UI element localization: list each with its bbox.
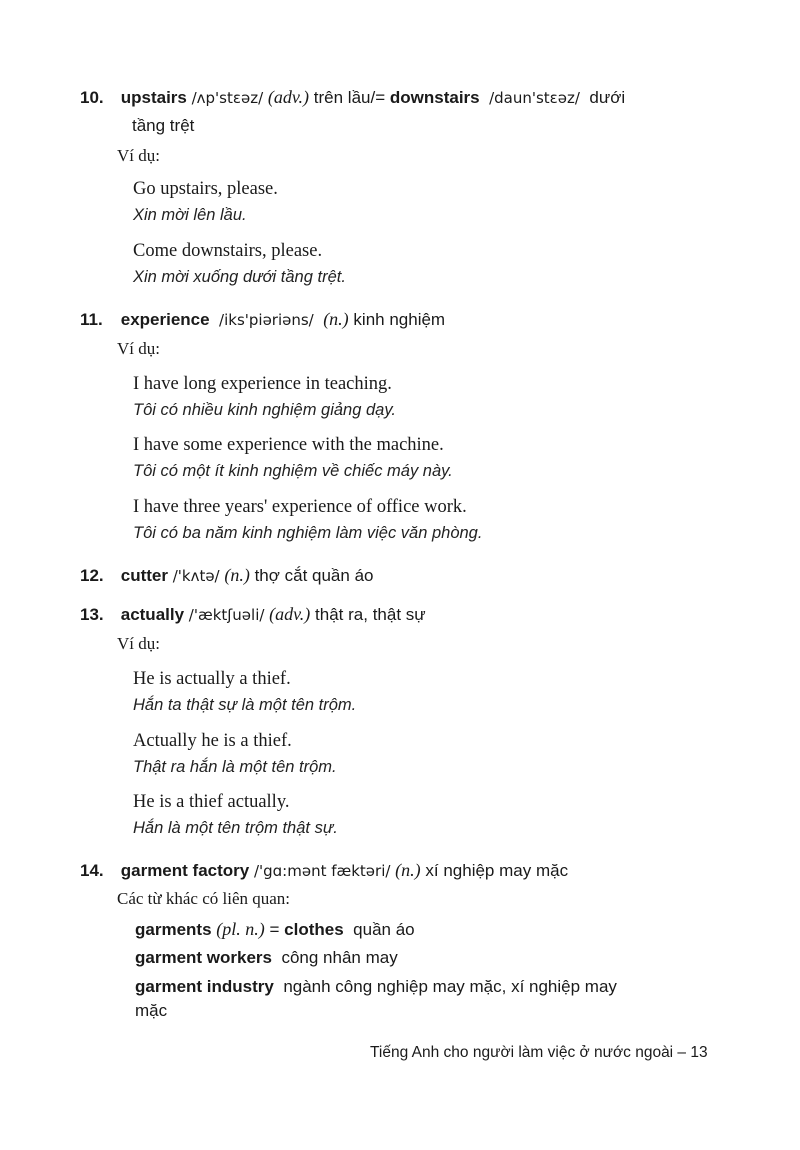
part-of-speech: (n.)	[395, 860, 421, 880]
page-footer: Tiếng Anh cho người làm việc ở nước ngoài – 13	[370, 1044, 708, 1061]
meaning: kinh nghiệm	[353, 310, 446, 329]
entry-11-head	[80, 305, 720, 334]
entry-number: 13.	[80, 605, 104, 624]
part-of-speech: (n.)	[224, 565, 250, 585]
related-term: garment industry	[135, 977, 274, 996]
entry-number: 11.	[80, 310, 103, 329]
headword: cutter	[120, 566, 168, 585]
meaning: thợ cắt quần áo	[254, 566, 374, 585]
example-vietnamese: Tôi có một ít kinh nghiệm về chiếc máy này.	[133, 462, 453, 480]
example-pair	[133, 494, 482, 546]
example-vietnamese: Thật ra hắn là một tên trộm.	[133, 758, 337, 776]
pronunciation: /iks'piəriəns/	[219, 311, 314, 329]
part-of-speech: (pl. n.)	[216, 919, 265, 939]
example-pair	[133, 666, 356, 718]
entry-14-head	[80, 856, 720, 885]
example-english: Go upstairs, please.	[133, 179, 278, 199]
example-vietnamese: Xin mời lên lầu.	[133, 206, 247, 224]
headword: upstairs	[120, 88, 187, 107]
example-vietnamese: Xin mời xuống dưới tầng trệt.	[133, 268, 346, 286]
example-english: He is actually a thief.	[133, 669, 291, 689]
example-pair	[133, 238, 346, 290]
headword: actually	[120, 605, 185, 624]
headword: garment factory	[120, 861, 250, 880]
example-english: I have three years' experience of office work.	[133, 497, 467, 517]
entry-number: 12.	[80, 566, 104, 585]
part-of-speech: (adv.)	[267, 87, 310, 107]
related-meaning: quần áo	[353, 920, 415, 939]
related-label: Các từ khác có liên quan:	[117, 889, 291, 908]
related-item	[135, 973, 725, 1021]
headword-2: downstairs	[389, 88, 480, 107]
related-term: garments	[135, 920, 212, 939]
entry-12-head	[80, 561, 720, 590]
example-label: Ví dụ:	[117, 634, 160, 653]
related-term-2: clothes	[284, 920, 344, 939]
pronunciation: /'gɑ:mənt fæktəri/	[253, 862, 391, 880]
example-pair	[133, 432, 453, 484]
example-pair	[133, 728, 337, 780]
example-english: Come downstairs, please.	[133, 241, 323, 261]
related-term: garment workers	[135, 948, 272, 967]
meaning-continuation: tầng trệt	[132, 116, 195, 135]
related-item	[135, 944, 725, 972]
meaning: xí nghiệp may mặc	[425, 861, 569, 880]
example-english: I have some experience with the machine.	[133, 435, 444, 455]
example-english: I have long experience in teaching.	[133, 374, 392, 394]
example-label: Ví dụ:	[117, 146, 160, 165]
example-vietnamese: Hắn ta thật sự là một tên trộm.	[133, 696, 357, 714]
meaning: trên lầu/=	[313, 88, 386, 107]
meaning: thật ra, thật sự	[315, 605, 426, 624]
part-of-speech: (adv.)	[269, 604, 311, 624]
pronunciation: /'kʌtə/	[172, 567, 220, 585]
example-vietnamese: Hắn là một tên trộm thật sự.	[133, 819, 338, 837]
example-pair	[133, 789, 338, 841]
example-english: Actually he is a thief.	[133, 731, 292, 751]
related-item	[135, 915, 725, 944]
entry-13-head	[80, 600, 720, 629]
example-vietnamese: Tôi có ba năm kinh nghiệm làm việc văn phòng.	[133, 524, 483, 542]
related-meaning-continuation: mặc	[135, 1001, 168, 1020]
entry-number: 14.	[80, 861, 104, 880]
pronunciation-2: /daun'stɛəz/	[489, 89, 580, 107]
related-meaning: ngành công nghiệp may mặc, xí nghiệp may	[283, 977, 617, 996]
entry-number: 10.	[80, 88, 104, 107]
example-pair	[133, 371, 396, 423]
example-vietnamese: Tôi có nhiều kinh nghiệm giảng dạy.	[133, 401, 396, 419]
entry-10-head	[80, 83, 720, 140]
headword: experience	[120, 310, 210, 329]
equals-sign: =	[269, 920, 280, 939]
meaning-2: dưới	[589, 88, 626, 107]
example-label: Ví dụ:	[117, 339, 160, 358]
pronunciation: /ʌp'stɛəz/	[191, 89, 264, 107]
pronunciation: /'æktʃuəli/	[188, 606, 265, 624]
related-meaning: công nhân may	[281, 948, 398, 967]
example-english: He is a thief actually.	[133, 792, 290, 812]
example-pair	[133, 176, 278, 228]
part-of-speech: (n.)	[323, 309, 349, 329]
